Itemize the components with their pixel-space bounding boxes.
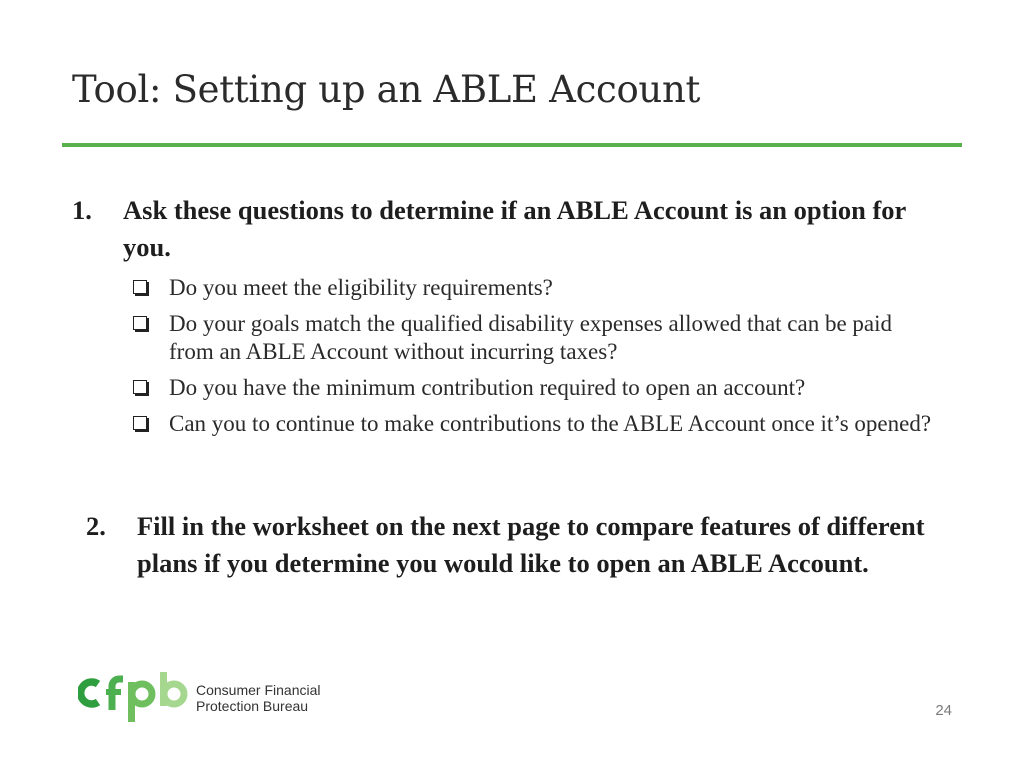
logo-line-2: Protection Bureau	[196, 698, 309, 714]
step-2	[0, 508, 1024, 622]
checklist-item-text: Do you have the minimum contribution required to open an account?	[169, 375, 806, 400]
checkbox-icon	[133, 316, 147, 330]
checkbox-icon	[133, 416, 147, 430]
checkbox-icon	[133, 380, 147, 394]
step-number: 2.	[86, 511, 106, 541]
page-number: 24	[935, 702, 952, 719]
checklist-item-text: Do you meet the eligibility requirements?	[169, 275, 553, 300]
checklist-item-text: Do your goals match the qualified disability expenses allowed that can be paid from an ABLE Account without incurring taxes?	[169, 311, 893, 364]
step-text: Fill in the worksheet on the next page to compare features of different plans if you determine you would like to open an ABLE Account.	[137, 511, 925, 578]
checkbox-icon	[133, 280, 147, 294]
checklist-item	[0, 410, 939, 438]
logo-wordmark	[196, 682, 321, 714]
step-number: 1.	[72, 195, 92, 225]
checklist-item	[0, 310, 939, 366]
checklist-item	[0, 374, 939, 402]
cfpb-logo	[78, 670, 338, 722]
checklist-item	[0, 274, 939, 302]
step-1	[0, 192, 1024, 268]
step-text: Ask these questions to determine if an ABLE Account is an option for you.	[123, 195, 906, 262]
title-divider	[62, 143, 962, 147]
checklist-item-text: Can you to continue to make contributions to the ABLE Account once it’s opened?	[169, 411, 932, 436]
question-checklist	[0, 274, 1024, 446]
cfpb-logo-mark	[78, 670, 188, 724]
slide-title: Tool: Setting up an ABLE Account	[72, 68, 701, 111]
logo-line-1: Consumer Financial	[196, 682, 321, 698]
